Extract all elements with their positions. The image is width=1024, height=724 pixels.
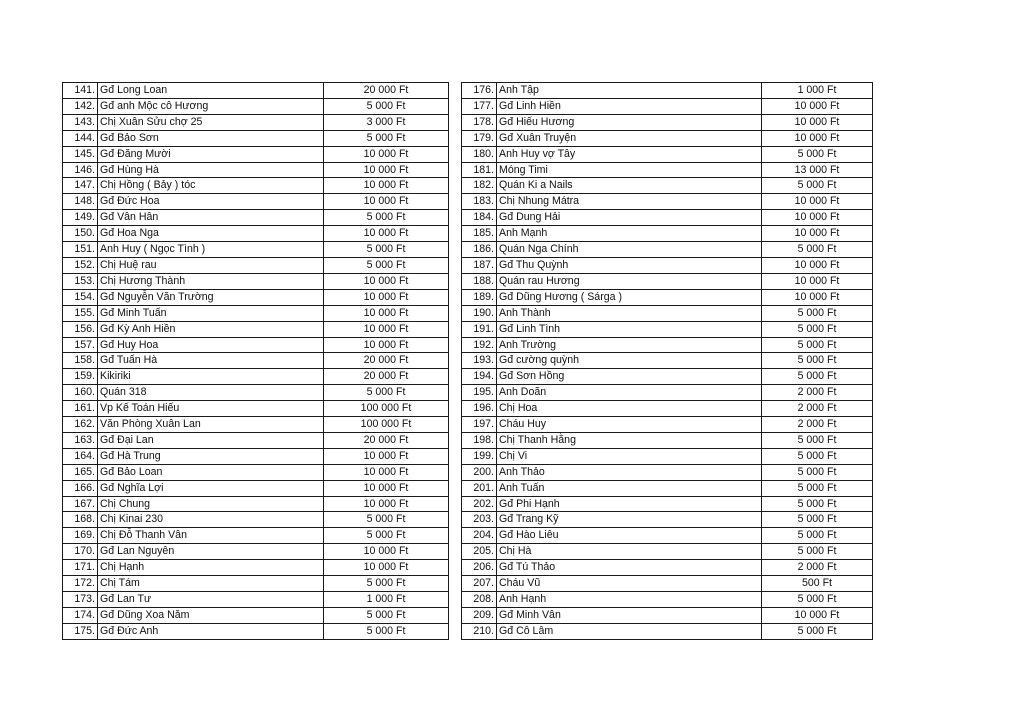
donor-name-cell: Gđ Tú Thảo — [497, 560, 762, 576]
row-number-cell: 205. — [462, 544, 497, 560]
donor-name-cell: Gđ cường quỳnh — [497, 353, 762, 369]
row-number-cell: 182. — [462, 178, 497, 194]
row-number-cell: 158. — [63, 353, 98, 369]
row-number-cell: 144. — [63, 130, 98, 146]
table-row — [63, 273, 449, 289]
amount-cell: 5 000 Ft — [762, 496, 873, 512]
row-number-cell: 173. — [63, 592, 98, 608]
donor-name-cell: Anh Tuấn — [497, 480, 762, 496]
table-row — [462, 607, 873, 623]
row-number-cell: 202. — [462, 496, 497, 512]
table-row — [462, 417, 873, 433]
amount-cell: 5 000 Ft — [762, 242, 873, 258]
table-row — [462, 353, 873, 369]
donor-name-cell: Gđ Nguyễn Văn Trường — [98, 289, 324, 305]
row-number-cell: 184. — [462, 210, 497, 226]
row-number-cell: 187. — [462, 257, 497, 273]
table-row — [63, 226, 449, 242]
row-number-cell: 176. — [462, 83, 497, 99]
donor-name-cell: Gđ Minh Vân — [497, 607, 762, 623]
donor-name-cell: Gđ Hùng Hà — [98, 162, 324, 178]
donor-name-cell: Anh Huy vợ Tây — [497, 146, 762, 162]
row-number-cell: 204. — [462, 528, 497, 544]
amount-cell: 5 000 Ft — [324, 528, 449, 544]
table-row — [462, 146, 873, 162]
amount-cell: 10 000 Ft — [324, 162, 449, 178]
donor-name-cell: Gđ Dung Hải — [497, 210, 762, 226]
row-number-cell: 154. — [63, 289, 98, 305]
amount-cell: 2 000 Ft — [762, 401, 873, 417]
table-row — [462, 321, 873, 337]
amount-cell: 5 000 Ft — [324, 210, 449, 226]
donor-name-cell: Chị Kinai 230 — [98, 512, 324, 528]
amount-cell: 10 000 Ft — [324, 337, 449, 353]
amount-cell: 5 000 Ft — [324, 512, 449, 528]
amount-cell: 5 000 Ft — [324, 242, 449, 258]
row-number-cell: 198. — [462, 432, 497, 448]
table-row — [63, 560, 449, 576]
amount-cell: 5 000 Ft — [762, 592, 873, 608]
donor-name-cell: Chị Hạnh — [98, 560, 324, 576]
amount-cell: 5 000 Ft — [762, 353, 873, 369]
row-number-cell: 209. — [462, 607, 497, 623]
amount-cell: 500 Ft — [762, 576, 873, 592]
table-row — [63, 130, 449, 146]
table-row — [462, 464, 873, 480]
amount-cell: 5 000 Ft — [762, 321, 873, 337]
row-number-cell: 163. — [63, 432, 98, 448]
amount-cell: 5 000 Ft — [762, 432, 873, 448]
table-row — [462, 305, 873, 321]
amount-cell: 100 000 Ft — [324, 401, 449, 417]
amount-cell: 13 000 Ft — [762, 162, 873, 178]
row-number-cell: 177. — [462, 98, 497, 114]
row-number-cell: 193. — [462, 353, 497, 369]
row-number-cell: 186. — [462, 242, 497, 258]
row-number-cell: 180. — [462, 146, 497, 162]
table-row — [63, 496, 449, 512]
donor-name-cell: Chị Hương Thành — [98, 273, 324, 289]
amount-cell: 5 000 Ft — [762, 448, 873, 464]
table-row — [63, 321, 449, 337]
amount-cell: 2 000 Ft — [762, 560, 873, 576]
row-number-cell: 196. — [462, 401, 497, 417]
table-row — [462, 98, 873, 114]
row-number-cell: 197. — [462, 417, 497, 433]
amount-cell: 10 000 Ft — [762, 210, 873, 226]
row-number-cell: 188. — [462, 273, 497, 289]
amount-cell: 10 000 Ft — [762, 194, 873, 210]
row-number-cell: 201. — [462, 480, 497, 496]
donor-name-cell: Gđ Hào Liêu — [497, 528, 762, 544]
donor-name-cell: Chị Vi — [497, 448, 762, 464]
row-number-cell: 151. — [63, 242, 98, 258]
amount-cell: 5 000 Ft — [762, 305, 873, 321]
amount-cell: 10 000 Ft — [762, 130, 873, 146]
amount-cell: 1 000 Ft — [762, 83, 873, 99]
donor-name-cell: Chị Thanh Hằng — [497, 432, 762, 448]
table-row — [63, 401, 449, 417]
amount-cell: 5 000 Ft — [762, 544, 873, 560]
amount-cell: 5 000 Ft — [324, 576, 449, 592]
amount-cell: 10 000 Ft — [324, 146, 449, 162]
donor-name-cell: Chị Hà — [497, 544, 762, 560]
row-number-cell: 171. — [63, 560, 98, 576]
amount-cell: 5 000 Ft — [324, 607, 449, 623]
amount-cell: 10 000 Ft — [324, 496, 449, 512]
row-number-cell: 149. — [63, 210, 98, 226]
donor-name-cell: Gđ Cô Lâm — [497, 623, 762, 639]
donor-name-cell: Cháu Vũ — [497, 576, 762, 592]
table-row — [63, 417, 449, 433]
donor-name-cell: Gđ Hiếu Hương — [497, 114, 762, 130]
donor-name-cell: Chị Tám — [98, 576, 324, 592]
table-row — [462, 432, 873, 448]
amount-cell: 10 000 Ft — [324, 226, 449, 242]
amount-cell: 5 000 Ft — [324, 257, 449, 273]
amount-cell: 5 000 Ft — [762, 528, 873, 544]
amount-cell: 10 000 Ft — [324, 273, 449, 289]
donor-name-cell: Gđ Linh Hiền — [497, 98, 762, 114]
table-row — [462, 560, 873, 576]
amount-cell: 10 000 Ft — [324, 178, 449, 194]
table-row — [63, 385, 449, 401]
table-row — [462, 210, 873, 226]
table-row — [63, 194, 449, 210]
donor-name-cell: Chị Huệ rau — [98, 257, 324, 273]
amount-cell: 10 000 Ft — [324, 464, 449, 480]
amount-cell: 20 000 Ft — [324, 432, 449, 448]
row-number-cell: 164. — [63, 448, 98, 464]
table-row — [63, 289, 449, 305]
donor-name-cell: Anh Thành — [497, 305, 762, 321]
table-row — [63, 464, 449, 480]
amount-cell: 10 000 Ft — [762, 273, 873, 289]
donor-name-cell: Anh Hạnh — [497, 592, 762, 608]
table-row — [63, 242, 449, 258]
donor-name-cell: Quán Ki a Nails — [497, 178, 762, 194]
row-number-cell: 157. — [63, 337, 98, 353]
donor-name-cell: Gđ Dũng Xoa Năm — [98, 607, 324, 623]
row-number-cell: 194. — [462, 369, 497, 385]
donor-name-cell: Gđ Trang Kỹ — [497, 512, 762, 528]
row-number-cell: 143. — [63, 114, 98, 130]
table-row — [63, 98, 449, 114]
row-number-cell: 185. — [462, 226, 497, 242]
table-row — [63, 114, 449, 130]
amount-cell: 20 000 Ft — [324, 83, 449, 99]
table-row — [462, 257, 873, 273]
table-row — [462, 194, 873, 210]
table-row — [63, 480, 449, 496]
row-number-cell: 170. — [63, 544, 98, 560]
amount-cell: 5 000 Ft — [762, 623, 873, 639]
row-number-cell: 207. — [462, 576, 497, 592]
amount-cell: 5 000 Ft — [762, 337, 873, 353]
row-number-cell: 192. — [462, 337, 497, 353]
donor-name-cell: Anh Thảo — [497, 464, 762, 480]
table-row — [63, 210, 449, 226]
amount-cell: 5 000 Ft — [324, 623, 449, 639]
table-row — [63, 162, 449, 178]
donor-name-cell: Chị Đỗ Thanh Vân — [98, 528, 324, 544]
table-row — [462, 401, 873, 417]
donor-name-cell: Gđ Kỳ Anh Hiền — [98, 321, 324, 337]
table-row — [462, 512, 873, 528]
row-number-cell: 166. — [63, 480, 98, 496]
table-row — [462, 528, 873, 544]
table-row — [63, 544, 449, 560]
donor-name-cell: Gđ Linh Tình — [497, 321, 762, 337]
amount-cell: 5 000 Ft — [762, 178, 873, 194]
table-row — [63, 528, 449, 544]
table-row — [63, 83, 449, 99]
table-row — [462, 178, 873, 194]
donor-name-cell: Gđ Hà Trung — [98, 448, 324, 464]
table-row — [462, 592, 873, 608]
donor-name-cell: Vp Kế Toán Hiếu — [98, 401, 324, 417]
donor-name-cell: Chị Hoa — [497, 401, 762, 417]
table-row — [63, 353, 449, 369]
donor-name-cell: Anh Huy ( Ngọc Tình ) — [98, 242, 324, 258]
amount-cell: 5 000 Ft — [762, 369, 873, 385]
row-number-cell: 174. — [63, 607, 98, 623]
table-row — [462, 273, 873, 289]
row-number-cell: 169. — [63, 528, 98, 544]
donor-name-cell: Gđ Huy Hoa — [98, 337, 324, 353]
donor-name-cell: Gđ Phi Hạnh — [497, 496, 762, 512]
donor-name-cell: Gđ Sơn Hồng — [497, 369, 762, 385]
donor-name-cell: Văn Phòng Xuân Lan — [98, 417, 324, 433]
table-row — [63, 432, 449, 448]
row-number-cell: 179. — [462, 130, 497, 146]
row-number-cell: 199. — [462, 448, 497, 464]
table-row — [462, 385, 873, 401]
donor-name-cell: Chị Hồng ( Bảy ) tóc — [98, 178, 324, 194]
row-number-cell: 200. — [462, 464, 497, 480]
row-number-cell: 153. — [63, 273, 98, 289]
row-number-cell: 141. — [63, 83, 98, 99]
amount-cell: 10 000 Ft — [762, 98, 873, 114]
donor-name-cell: Gđ Đăng Mười — [98, 146, 324, 162]
table-row — [63, 305, 449, 321]
row-number-cell: 203. — [462, 512, 497, 528]
amount-cell: 10 000 Ft — [324, 560, 449, 576]
amount-cell: 2 000 Ft — [762, 417, 873, 433]
amount-cell: 5 000 Ft — [324, 130, 449, 146]
amount-cell: 10 000 Ft — [324, 544, 449, 560]
row-number-cell: 152. — [63, 257, 98, 273]
donor-name-cell: Anh Mạnh — [497, 226, 762, 242]
amount-cell: 10 000 Ft — [762, 257, 873, 273]
donor-name-cell: Quán Nga Chính — [497, 242, 762, 258]
table-row — [462, 114, 873, 130]
row-number-cell: 155. — [63, 305, 98, 321]
amount-cell: 3 000 Ft — [324, 114, 449, 130]
row-number-cell: 150. — [63, 226, 98, 242]
amount-cell: 5 000 Ft — [762, 512, 873, 528]
donor-table-left — [62, 82, 449, 640]
amount-cell: 10 000 Ft — [762, 289, 873, 305]
row-number-cell: 146. — [63, 162, 98, 178]
donor-name-cell: Gđ Lan Tư — [98, 592, 324, 608]
amount-cell: 5 000 Ft — [762, 146, 873, 162]
donor-name-cell: Gđ Bảo Sơn — [98, 130, 324, 146]
amount-cell: 10 000 Ft — [324, 194, 449, 210]
row-number-cell: 189. — [462, 289, 497, 305]
amount-cell: 5 000 Ft — [324, 385, 449, 401]
row-number-cell: 159. — [63, 369, 98, 385]
table-row — [63, 178, 449, 194]
amount-cell: 5 000 Ft — [324, 98, 449, 114]
donor-name-cell: Cháu Huy — [497, 417, 762, 433]
row-number-cell: 161. — [63, 401, 98, 417]
donor-name-cell: Gđ Đức Hoa — [98, 194, 324, 210]
row-number-cell: 167. — [63, 496, 98, 512]
row-number-cell: 190. — [462, 305, 497, 321]
row-number-cell: 183. — [462, 194, 497, 210]
donor-name-cell: Gđ Vân Hân — [98, 210, 324, 226]
donor-name-cell: Móng Timi — [497, 162, 762, 178]
table-row — [462, 83, 873, 99]
row-number-cell: 160. — [63, 385, 98, 401]
amount-cell: 5 000 Ft — [762, 464, 873, 480]
table-row — [63, 592, 449, 608]
row-number-cell: 168. — [63, 512, 98, 528]
donor-name-cell: Gđ Hoa Nga — [98, 226, 324, 242]
donor-name-cell: Quán 318 — [98, 385, 324, 401]
donor-name-cell: Gđ Long Loan — [98, 83, 324, 99]
amount-cell: 100 000 Ft — [324, 417, 449, 433]
donor-name-cell: Gđ Xuân Truyện — [497, 130, 762, 146]
donor-name-cell: Gđ Đại Lan — [98, 432, 324, 448]
row-number-cell: 206. — [462, 560, 497, 576]
row-number-cell: 175. — [63, 623, 98, 639]
table-row — [462, 496, 873, 512]
amount-cell: 2 000 Ft — [762, 385, 873, 401]
table-row — [462, 623, 873, 639]
donor-name-cell: Chị Xuân Sửu chợ 25 — [98, 114, 324, 130]
table-row — [462, 576, 873, 592]
row-number-cell: 142. — [63, 98, 98, 114]
row-number-cell: 191. — [462, 321, 497, 337]
donor-name-cell: Anh Doãn — [497, 385, 762, 401]
amount-cell: 10 000 Ft — [324, 480, 449, 496]
row-number-cell: 156. — [63, 321, 98, 337]
row-number-cell: 148. — [63, 194, 98, 210]
table-row — [63, 337, 449, 353]
table-row — [462, 242, 873, 258]
donor-name-cell: Anh Trường — [497, 337, 762, 353]
table-row — [63, 146, 449, 162]
amount-cell: 10 000 Ft — [762, 607, 873, 623]
row-number-cell: 165. — [63, 464, 98, 480]
amount-cell: 10 000 Ft — [324, 305, 449, 321]
donor-name-cell: Gđ Tuấn Hà — [98, 353, 324, 369]
donor-name-cell: Chị Nhung Mátra — [497, 194, 762, 210]
table-row — [462, 544, 873, 560]
table-row — [462, 448, 873, 464]
table-row — [63, 623, 449, 639]
donor-name-cell: Gđ Đức Anh — [98, 623, 324, 639]
amount-cell: 20 000 Ft — [324, 369, 449, 385]
donor-name-cell: Kikiriki — [98, 369, 324, 385]
donor-name-cell: Gđ Lan Nguyên — [98, 544, 324, 560]
amount-cell: 5 000 Ft — [762, 480, 873, 496]
row-number-cell: 178. — [462, 114, 497, 130]
table-row — [462, 226, 873, 242]
table-row — [63, 576, 449, 592]
donor-name-cell: Anh Tập — [497, 83, 762, 99]
donor-table-right — [461, 82, 873, 640]
row-number-cell: 181. — [462, 162, 497, 178]
amount-cell: 10 000 Ft — [324, 289, 449, 305]
amount-cell: 10 000 Ft — [762, 114, 873, 130]
table-row — [462, 162, 873, 178]
donor-name-cell: Gđ anh Mộc cô Hương — [98, 98, 324, 114]
row-number-cell: 145. — [63, 146, 98, 162]
table-row — [63, 607, 449, 623]
table-row — [63, 448, 449, 464]
table-row — [462, 289, 873, 305]
row-number-cell: 208. — [462, 592, 497, 608]
row-number-cell: 172. — [63, 576, 98, 592]
donor-name-cell: Gđ Minh Tuấn — [98, 305, 324, 321]
donor-name-cell: Quán rau Hương — [497, 273, 762, 289]
donor-name-cell: Chị Chung — [98, 496, 324, 512]
table-row — [63, 512, 449, 528]
donor-name-cell: Gđ Thu Quỳnh — [497, 257, 762, 273]
table-row — [462, 337, 873, 353]
amount-cell: 10 000 Ft — [324, 321, 449, 337]
donor-name-cell: Gđ Dũng Hương ( Sárga ) — [497, 289, 762, 305]
row-number-cell: 195. — [462, 385, 497, 401]
table-row — [462, 369, 873, 385]
donor-name-cell: Gđ Bảo Loan — [98, 464, 324, 480]
donor-name-cell: Gđ Nghĩa Lợi — [98, 480, 324, 496]
row-number-cell: 162. — [63, 417, 98, 433]
table-row — [462, 480, 873, 496]
amount-cell: 10 000 Ft — [324, 448, 449, 464]
row-number-cell: 147. — [63, 178, 98, 194]
amount-cell: 10 000 Ft — [762, 226, 873, 242]
amount-cell: 1 000 Ft — [324, 592, 449, 608]
table-row — [462, 130, 873, 146]
table-row — [63, 369, 449, 385]
row-number-cell: 210. — [462, 623, 497, 639]
table-row — [63, 257, 449, 273]
amount-cell: 20 000 Ft — [324, 353, 449, 369]
